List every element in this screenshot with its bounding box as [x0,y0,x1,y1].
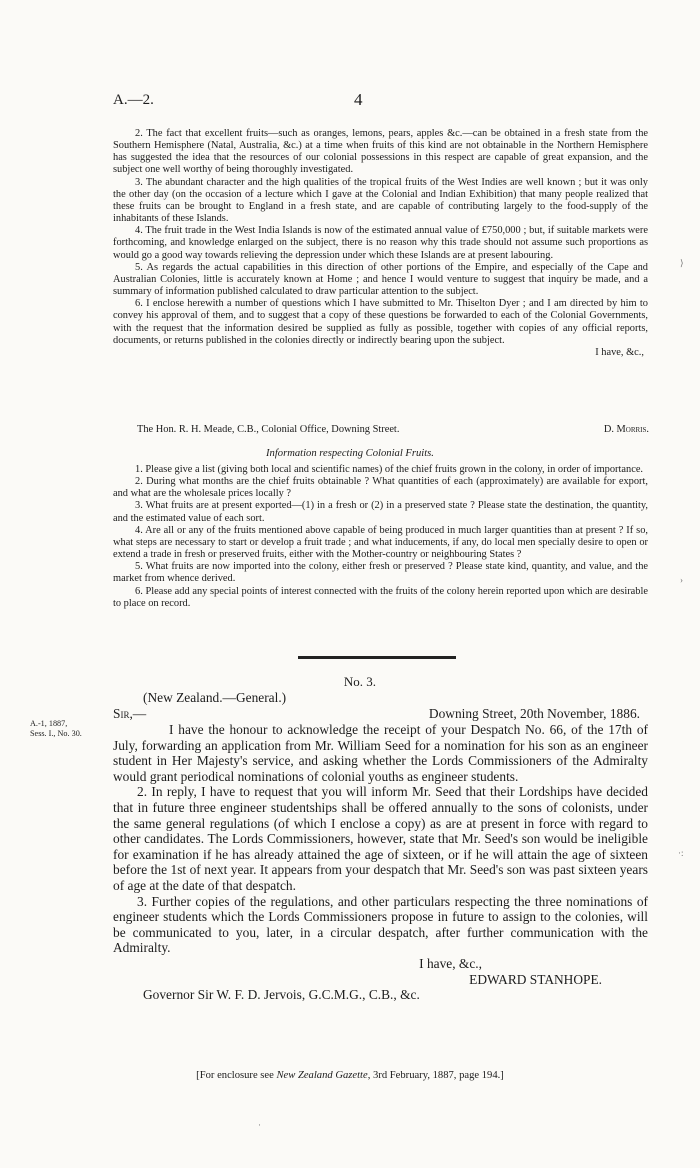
despatch-body [113,690,648,1003]
margin-mark: · [258,1120,261,1130]
letter-closing: I have, &c., [595,346,644,358]
questions-title: Information respecting Colonial Fruits. [266,448,434,459]
despatch-heading: (New Zealand.—General.) [143,690,287,705]
question-item: 6. Please add any special points of interest connected with the fruits of the colony herein reported upon which are desirable to place on record. [113,585,648,609]
question-item: 3. What fruits are at present exported—(1) in a fresh or (2) in a preserved state ? Please state the destination, the quantity, and the estimated value of each sort. [113,500,648,524]
letter-addressee-row [137,424,649,436]
margin-reference-line: Sess. I., No. 30. [30,729,82,738]
despatch-paragraph: 2. In reply, I have to request that you will inform Mr. Seed that their Lordships have decided that in future three engineer studentships shall be offered annually to the sons of colonists, under the same general regulations (of which I enclose a copy) as are at present in force with regard to other candidates. The Lords Commissioners, however, state that Mr. Seed's son would be ineligible for examination if he has already attained the age of sixteen, or if he will attain the age of sixteen before the 1st of next year. It appears from your despatch that Mr. Seed's son was past sixteen years of age at the date of that despatch. [113,784,648,893]
letter-paragraph: 2. The fact that excellent fruits—such as oranges, lemons, pears, apples &c.—can be obtained in a fresh state from the Southern Hemisphere (Natal, Australia, &c.) at a time when fruits of this kind are not obtainable in the Northern Hemisphere has suggested the idea that the resources of our colonial possessions in this respect are capable of great expansion, and the subject one well worthy of being thoroughly investigated. [113,128,648,176]
margin-mark: ·: [678,848,684,858]
section-divider [298,656,456,659]
enclosure-prefix: [For enclosure see [196,1070,277,1081]
letter-paragraph: 6. I enclose herewith a number of questions which I have submitted to Mr. Thiselton Dyer ; and I am directed by him to convey his approval of them, and to suggest that a copy of these questions be forwarded to each of the Colonial Governments, with the request that the information desired be supplied as fully as possible, together with copies of any official reports, documents, or returns published in the colonies directly or indirectly bearing upon the subject. [113,298,648,346]
letter-body [113,128,648,359]
enclosure-note [0,1070,700,1081]
salutation: Sir,— [113,706,147,721]
enclosure-source: New Zealand Gazette [276,1070,368,1081]
letter-paragraph: 3. The abundant character and the high qualities of the tropical fruits of the West Indies are well known ; but it was only the other day (on the occasion of a lecture which I gave at the Colonial and Indian Exhibition) that many people realized that these fruits can be brought to England in a fresh state, and are capable of contributing largely to the food-supply of the inhabitants of these Islands. [113,176,648,225]
enclosure-suffix: , 3rd February, 1887, page 194.] [367,1070,504,1081]
despatch-addressee: Governor Sir W. F. D. Jervois, G.C.M.G., C.B., &c. [143,987,420,1003]
margin-reference [30,719,82,739]
margin-reference-line: A.-1, 1887, [30,719,68,728]
despatch-heading-row [113,690,648,706]
salutation-row [113,706,648,722]
question-item: 1. Please give a list (giving both local and scientific names) of the chief fruits grown in the colony, in order of importance. [135,464,644,475]
letter-paragraph: 5. As regards the actual capabilities in this direction of other portions of the Empire, and especially of the Cape and Australian Colonies, little is accurately known at Home ; and hence I would venture to suggest that inquiry be made, and a summary of information published calculated to draw particular attention to the subject. [113,261,648,298]
letter-signature: D. Morris. [603,424,649,435]
question-item: 4. Are all or any of the fruits mentioned above capable of being produced in much larger quantities than at present ? If so, what steps are necessary to start or develop a fruit trade ; and what inducements, if any, do local men specially desire to open or extend a trade in fresh or preserved fruits, either with the Mother-country or neighbouring States ? [113,524,648,561]
despatch-closing: I have, &c., [419,955,482,971]
questions-list [113,464,648,610]
despatch-signature: EDWARD STANHOPE. [469,971,602,987]
paper-reference: A.—2. [113,92,154,108]
margin-mark: › [680,575,683,585]
despatch-number: No. 3. [343,674,377,689]
question-item: 5. What fruits are now imported into the colony, either fresh or preserved ? Please state kind, quantity, and value, and the market from whence derived. [113,561,648,585]
place-date: Downing Street, 20th November, 1886. [428,706,640,721]
letter-paragraph: 4. The fruit trade in the West India Islands is now of the estimated annual value of £750,000 ; but, if suitable markets were forthcoming, and knowledge enlarged on the subject, there is no reason why this trade should not assume such proportions as would go a good way towards relieving the depression under which these Islands are at present labouring. [113,225,648,261]
letter-addressee: The Hon. R. H. Meade, C.B., Colonial Office, Downing Street. [137,424,400,435]
despatch-paragraph: I have the honour to acknowledge the receipt of your Despatch No. 66, of the 17th of July, forwarding an application from Mr. William Seed for a nomination for his son as an engineer student in Her Majesty's service, and asking whether the Lords Commissioners of the Admiralty would grant periodical nominations of colonial youths as engineer students. [113,722,648,784]
question-item: 2. During what months are the chief fruits obtainable ? What quantities of each (approximately) are available for export, and what are the wholesale prices locally ? [113,476,648,500]
page-number: 4 [354,90,363,109]
margin-mark: ⟩ [680,258,684,268]
despatch-paragraph: 3. Further copies of the regulations, and other particulars respecting the three nominations of engineer students which the Lords Commissioners propose in future to assign to the colonies, will be communicated to you, later, in a circular despatch, after further communication with the Admiralty. [113,893,648,956]
